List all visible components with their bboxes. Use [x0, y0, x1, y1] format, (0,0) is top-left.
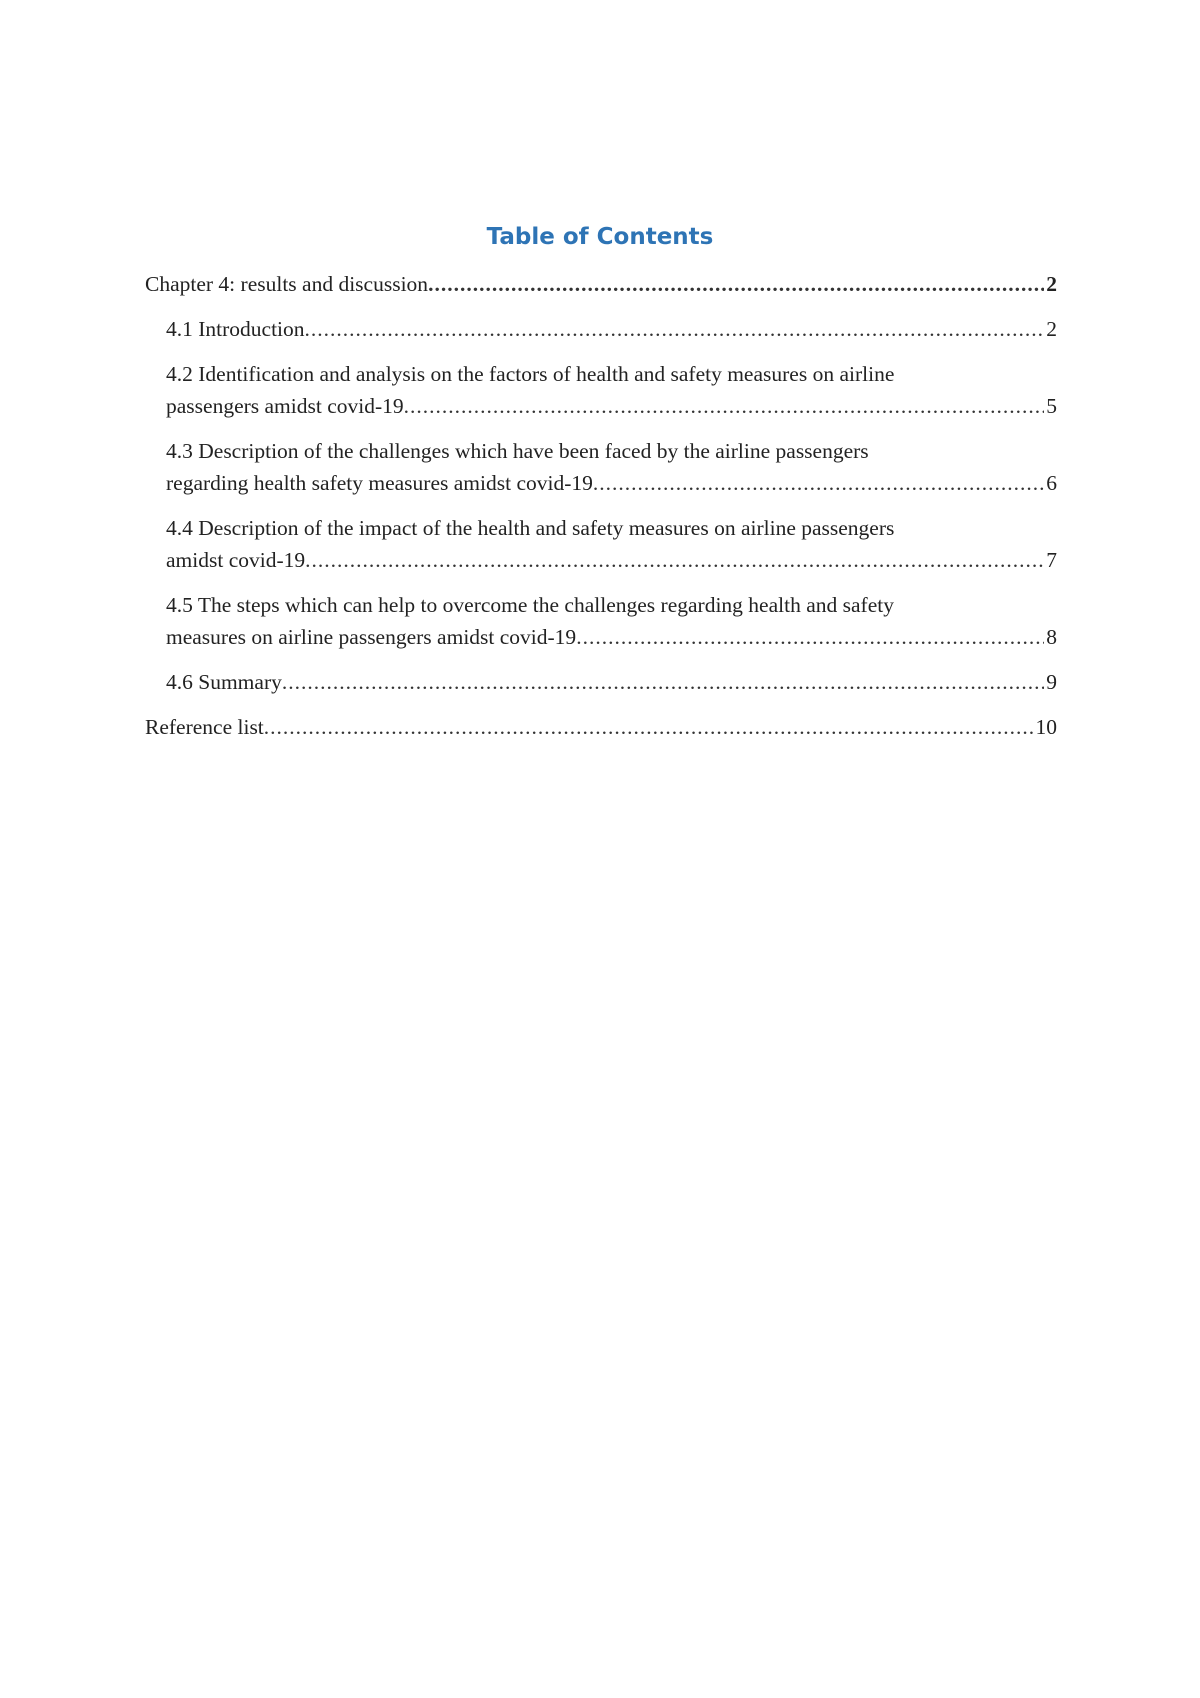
dot-leader: [305, 544, 1044, 576]
toc-entry-reference-list[interactable]: [145, 711, 1057, 743]
toc-entry-4-4[interactable]: [145, 512, 1057, 576]
toc-entry-4-2[interactable]: [145, 358, 1057, 422]
toc-entry-label: passengers amidst covid-19: [166, 394, 404, 418]
toc-entry-4-6[interactable]: [145, 666, 1057, 698]
toc-entry-line: 4.4 Description of the impact of the health and safety measures on airline passengers: [166, 516, 895, 540]
toc-page-number: 2: [1046, 317, 1057, 341]
toc-entry-label: Chapter 4: results and discussion: [145, 272, 429, 296]
toc-title: Table of Contents: [486, 224, 714, 250]
dot-leader: [264, 711, 1034, 743]
toc-page-number: 7: [1046, 548, 1057, 572]
dot-leader: [404, 390, 1045, 422]
toc-page-number: 5: [1046, 394, 1057, 418]
dot-leader: [282, 666, 1044, 698]
dot-leader: [593, 467, 1044, 499]
toc-page-number: 9: [1046, 670, 1057, 694]
toc-page-number: 10: [1035, 715, 1057, 739]
toc-entry-4-3[interactable]: [145, 435, 1057, 499]
toc-entry-chapter-4[interactable]: [145, 268, 1057, 300]
toc-entry-label: measures on airline passengers amidst covid-19: [166, 625, 577, 649]
dot-leader: [305, 313, 1045, 345]
toc-entry-label: Reference list: [145, 715, 264, 739]
toc-entry-label: amidst covid-19: [166, 548, 306, 572]
toc-page-number: 2: [1046, 272, 1057, 296]
toc-entry-label: 4.6 Summary: [166, 670, 282, 694]
toc-entry-label: 4.1 Introduction: [166, 317, 305, 341]
dot-leader: [576, 621, 1044, 653]
toc-entry-4-1[interactable]: [145, 313, 1057, 345]
toc-entry-line: 4.2 Identification and analysis on the factors of health and safety measures on airline: [166, 362, 895, 386]
toc-entry-label: regarding health safety measures amidst covid-19: [166, 471, 593, 495]
table-of-contents: [145, 268, 1057, 756]
toc-entry-4-5[interactable]: [145, 589, 1057, 653]
toc-page-number: 6: [1046, 471, 1057, 495]
toc-entry-line: 4.5 The steps which can help to overcome the challenges regarding health and safety: [166, 593, 894, 617]
toc-page-number: 8: [1046, 625, 1057, 649]
toc-entry-line: 4.3 Description of the challenges which have been faced by the airline passengers: [166, 439, 869, 463]
dot-leader: [428, 268, 1044, 300]
